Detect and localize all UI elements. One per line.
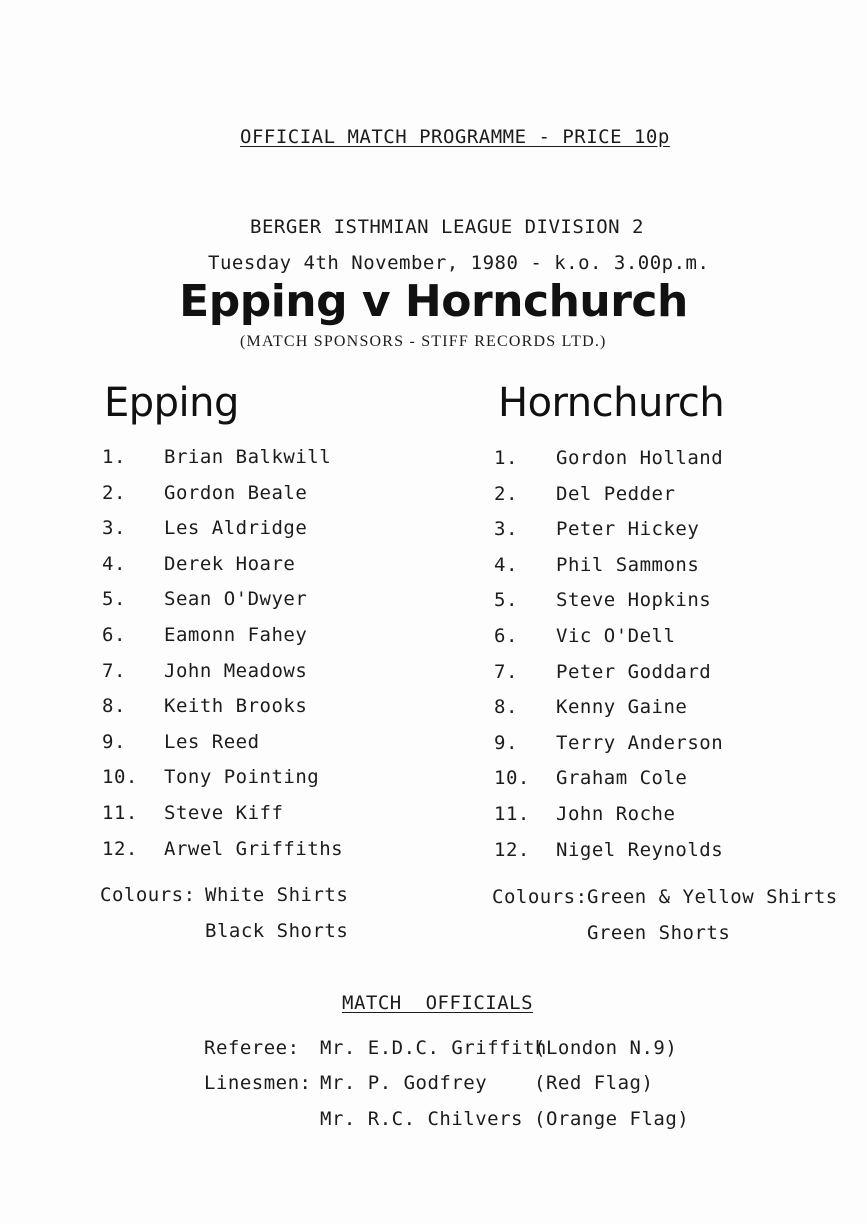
programme-price-heading: OFFICIAL MATCH PROGRAMME - PRICE 10p bbox=[240, 126, 670, 148]
player-name: Arwel Griffiths bbox=[164, 837, 344, 860]
player-row bbox=[102, 838, 422, 874]
match-date: Tuesday 4th November, 1980 - k.o. 3.00p.m. bbox=[208, 252, 710, 274]
player-number: 7. bbox=[494, 660, 518, 683]
player-name: Eamonn Fahey bbox=[164, 623, 308, 646]
away-shorts: Green Shorts bbox=[587, 922, 731, 944]
home-colours-label: Colours: bbox=[100, 884, 196, 906]
linesmen-label: Linesmen: bbox=[204, 1072, 312, 1094]
home-team-name: Epping bbox=[104, 380, 239, 426]
player-number: 4. bbox=[102, 552, 126, 575]
player-row bbox=[494, 696, 824, 732]
linesman-2-flag: (Orange Flag) bbox=[534, 1108, 690, 1130]
player-name: Derek Hoare bbox=[164, 552, 296, 575]
player-number: 3. bbox=[494, 518, 518, 541]
player-row bbox=[494, 732, 824, 768]
player-name: Terry Anderson bbox=[556, 731, 724, 754]
away-team-roster bbox=[494, 447, 824, 874]
league-name: BERGER ISTHMIAN LEAGUE DIVISION 2 bbox=[250, 216, 644, 238]
player-row bbox=[494, 839, 824, 875]
player-name: Les Aldridge bbox=[164, 517, 308, 540]
player-row bbox=[494, 483, 824, 519]
player-name: Keith Brooks bbox=[164, 695, 308, 718]
referee-name: Mr. E.D.C. Griffith bbox=[320, 1037, 547, 1059]
player-number: 9. bbox=[494, 731, 518, 754]
away-team-name: Hornchurch bbox=[498, 380, 725, 426]
player-number: 12. bbox=[102, 837, 138, 860]
home-shorts: Black Shorts bbox=[205, 920, 349, 942]
player-number: 2. bbox=[102, 481, 126, 504]
player-number: 2. bbox=[494, 482, 518, 505]
player-name: Phil Sammons bbox=[556, 553, 700, 576]
player-row bbox=[494, 803, 824, 839]
player-number: 4. bbox=[494, 553, 518, 576]
player-number: 6. bbox=[102, 623, 126, 646]
player-number: 9. bbox=[102, 730, 126, 753]
player-number: 10. bbox=[494, 767, 530, 790]
player-name: John Meadows bbox=[164, 659, 308, 682]
player-row bbox=[102, 482, 422, 518]
player-number: 11. bbox=[494, 802, 530, 825]
match-officials-heading: MATCH OFFICIALS bbox=[342, 992, 534, 1014]
player-name: Kenny Gaine bbox=[556, 696, 688, 719]
player-row bbox=[102, 624, 422, 660]
player-name: Graham Cole bbox=[556, 767, 688, 790]
player-row bbox=[102, 766, 422, 802]
player-number: 10. bbox=[102, 766, 138, 789]
player-name: Gordon Holland bbox=[556, 447, 724, 469]
player-number: 12. bbox=[494, 838, 530, 861]
player-row bbox=[102, 517, 422, 553]
away-shirts: Green & Yellow Shirts bbox=[587, 886, 838, 908]
player-name: Nigel Reynolds bbox=[556, 838, 724, 861]
player-row bbox=[102, 802, 422, 838]
match-title: Epping v Hornchurch bbox=[179, 276, 688, 327]
player-number: 6. bbox=[494, 624, 518, 647]
player-number: 5. bbox=[102, 588, 126, 611]
player-row bbox=[494, 625, 824, 661]
player-number: 11. bbox=[102, 801, 138, 824]
player-name: Gordon Beale bbox=[164, 481, 308, 504]
player-row bbox=[102, 695, 422, 731]
player-row bbox=[102, 660, 422, 696]
player-number: 8. bbox=[102, 695, 126, 718]
linesman-1-flag: (Red Flag) bbox=[534, 1072, 654, 1094]
player-row bbox=[494, 767, 824, 803]
home-team-roster bbox=[102, 446, 422, 873]
player-name: Tony Pointing bbox=[164, 766, 320, 789]
player-name: Brian Balkwill bbox=[164, 446, 332, 468]
player-name: John Roche bbox=[556, 802, 676, 825]
player-number: 8. bbox=[494, 696, 518, 719]
player-number: 5. bbox=[494, 589, 518, 612]
player-name: Peter Goddard bbox=[556, 660, 712, 683]
player-number: 3. bbox=[102, 517, 126, 540]
player-row bbox=[102, 446, 422, 482]
referee-location: (London N.9) bbox=[534, 1037, 678, 1059]
player-row bbox=[494, 554, 824, 590]
referee-label: Referee: bbox=[204, 1037, 300, 1059]
player-name: Steve Hopkins bbox=[556, 589, 712, 612]
player-row bbox=[494, 661, 824, 697]
home-shirts: White Shirts bbox=[205, 884, 349, 906]
player-name: Vic O'Dell bbox=[556, 624, 676, 647]
player-row bbox=[494, 589, 824, 625]
linesman-1-name: Mr. P. Godfrey bbox=[320, 1072, 488, 1094]
player-number: 1. bbox=[494, 447, 518, 469]
player-row bbox=[102, 731, 422, 767]
player-name: Sean O'Dwyer bbox=[164, 588, 308, 611]
match-sponsor: (MATCH SPONSORS - STIFF RECORDS LTD.) bbox=[240, 333, 607, 350]
player-number: 7. bbox=[102, 659, 126, 682]
player-row bbox=[494, 447, 824, 483]
away-colours-label: Colours: bbox=[492, 886, 588, 908]
player-row bbox=[494, 518, 824, 554]
linesman-2-name: Mr. R.C. Chilvers bbox=[320, 1108, 523, 1130]
player-row bbox=[102, 553, 422, 589]
player-number: 1. bbox=[102, 446, 126, 468]
player-row bbox=[102, 588, 422, 624]
player-name: Del Pedder bbox=[556, 482, 676, 505]
player-name: Steve Kiff bbox=[164, 801, 284, 824]
player-name: Peter Hickey bbox=[556, 518, 700, 541]
player-name: Les Reed bbox=[164, 730, 260, 753]
